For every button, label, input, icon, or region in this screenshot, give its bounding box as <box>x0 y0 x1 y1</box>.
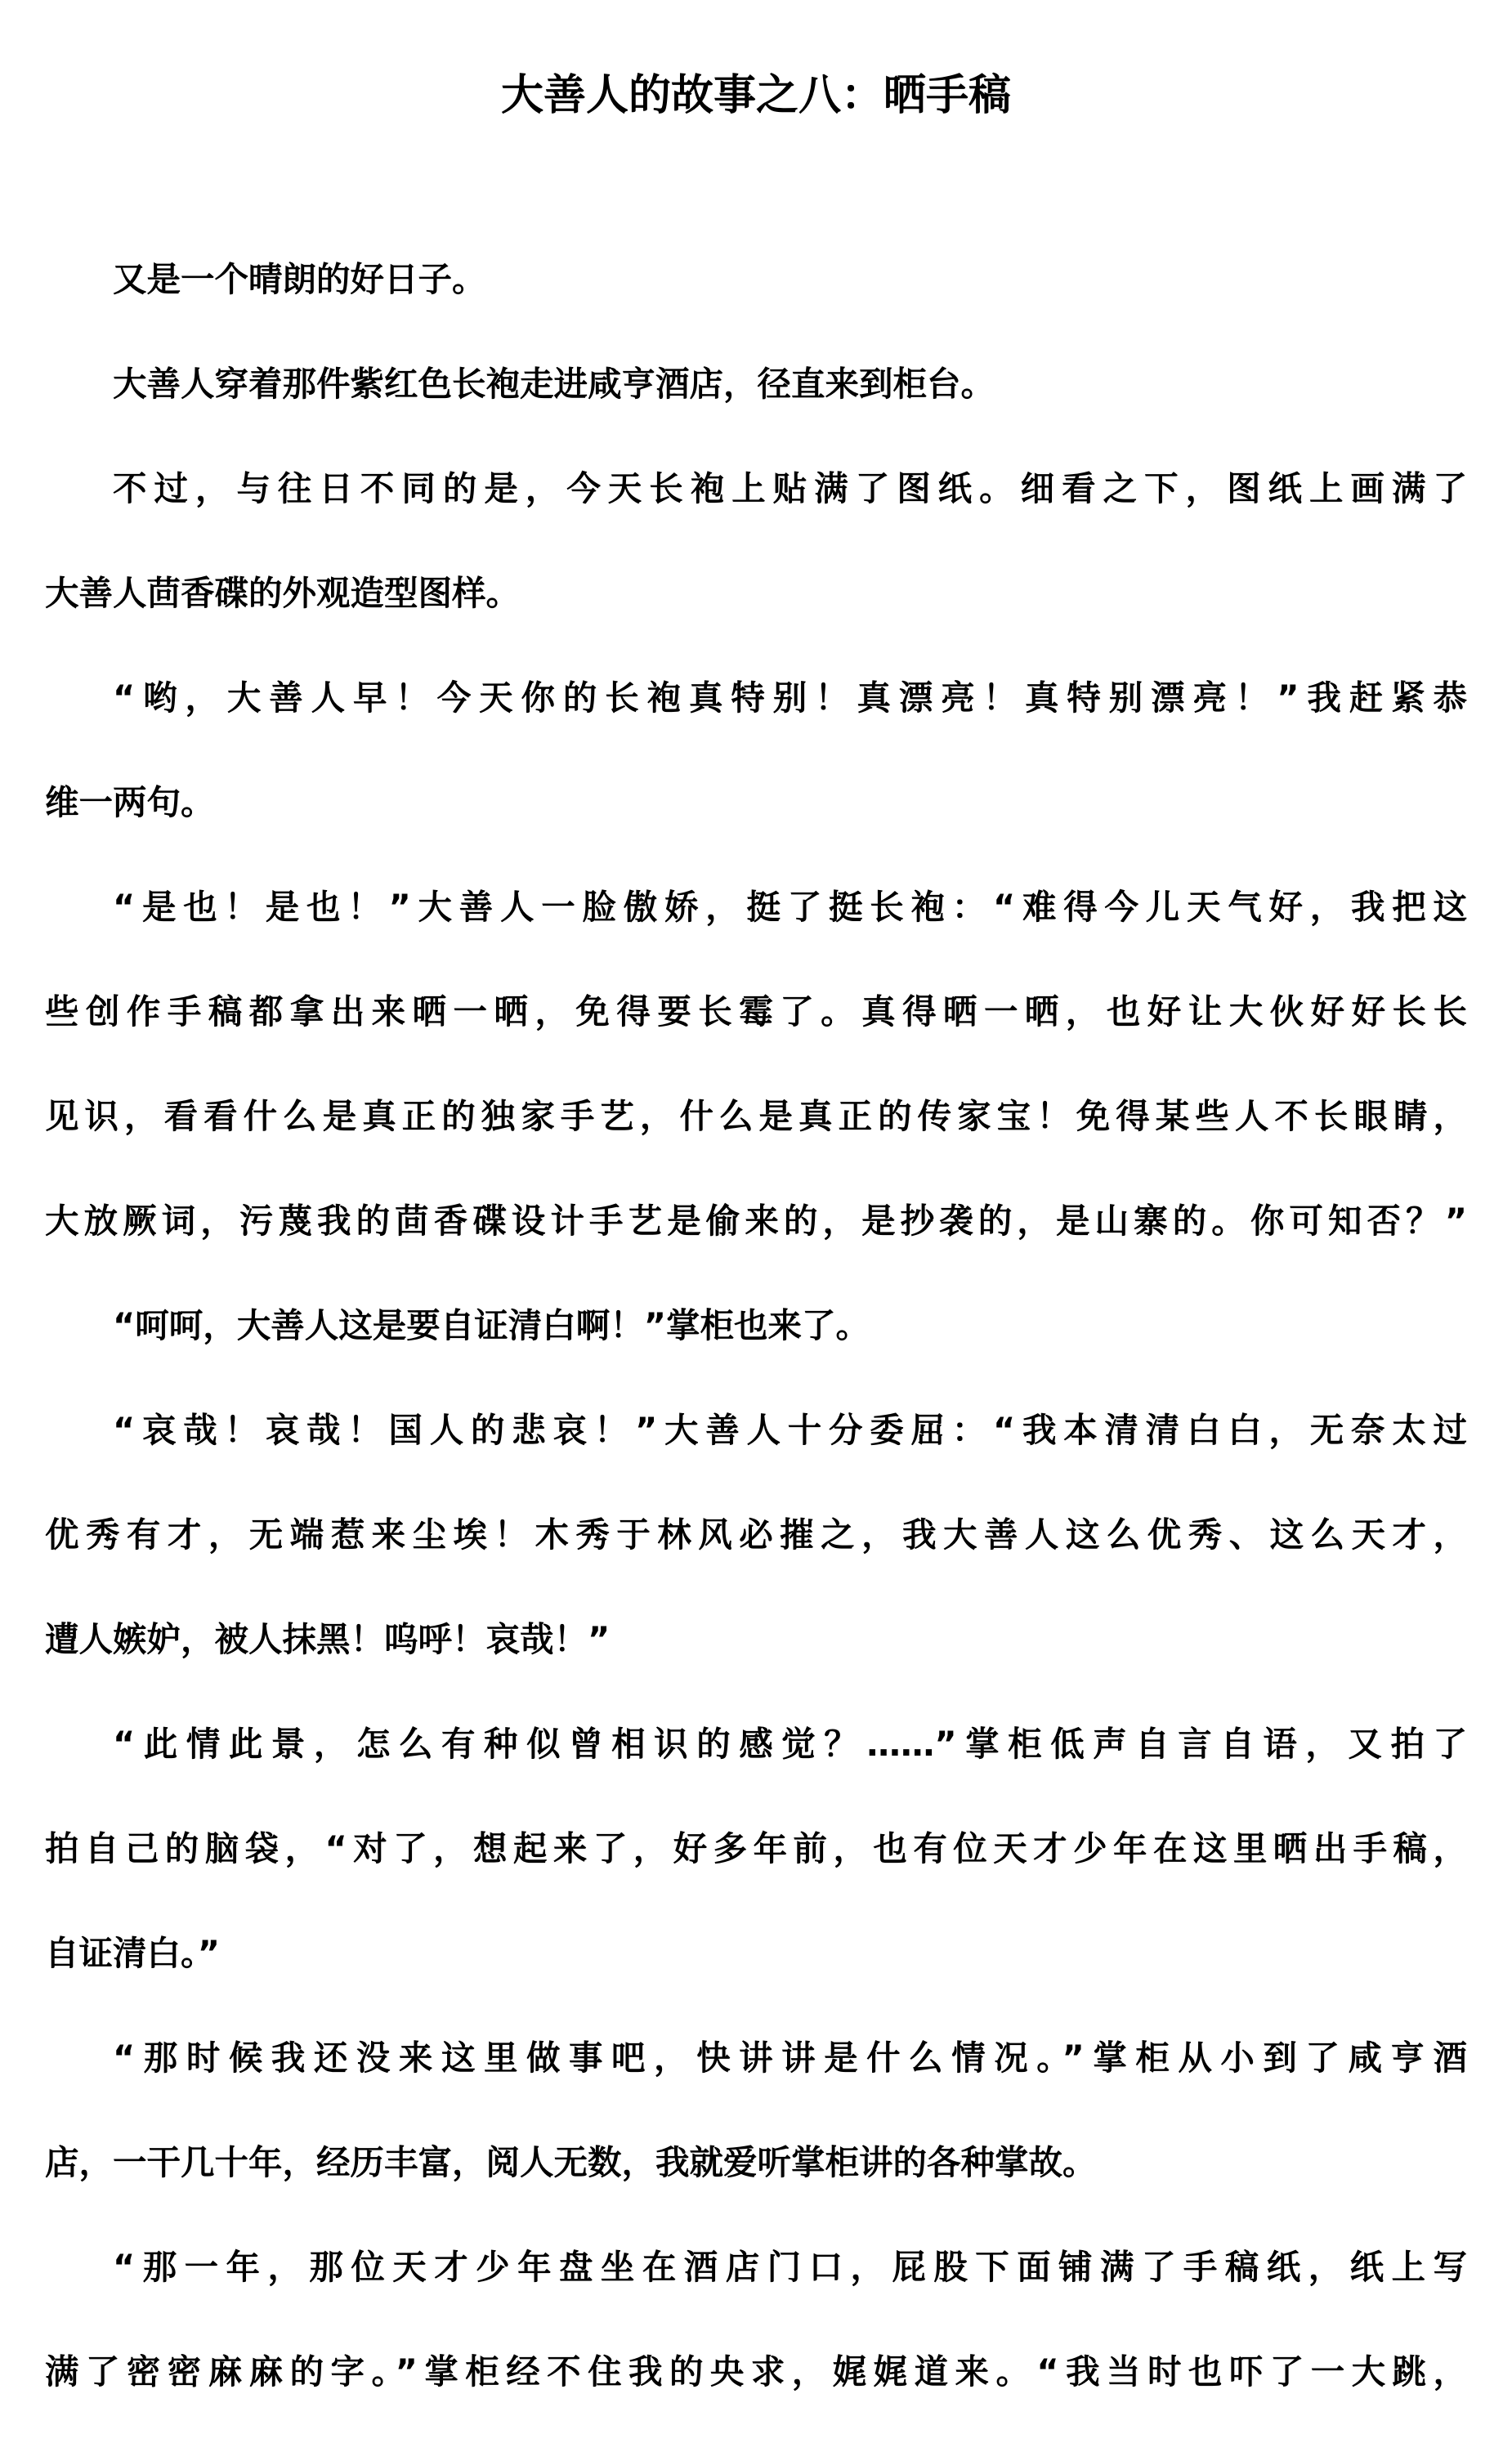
paragraph-line: 见识，看看什么是真正的独家手艺，什么是真正的传家宝！免得某些人不长眼睛， <box>45 1096 1467 1136</box>
paragraph-line: 大放厥词，污蔑我的茴香碟设计手艺是偷来的，是抄袭的，是山寨的。你可知否？” <box>45 1201 1467 1241</box>
paragraph-line: “呵呵，大善人这是要自证清白啊！”掌柜也来了。 <box>113 1305 870 1345</box>
paragraph-line: “此情此景，怎么有种似曾相识的感觉？……”掌柜低声自言自语，又拍了 <box>113 1724 1467 1764</box>
paragraph-6 <box>45 1273 1467 1378</box>
paragraph-line: “那时候我还没来这里做事吧，快讲讲是什么情况。”掌柜从小到了咸亨酒 <box>113 2038 1467 2078</box>
paragraph-line: “哟，大善人早！今天你的长袍真特别！真漂亮！真特别漂亮！”我赶紧恭 <box>113 678 1467 718</box>
paragraph-line: 又是一个晴朗的好日子。 <box>113 259 486 299</box>
paragraph-line: 店，一干几十年，经历丰富，阅人无数，我就爱听掌柜讲的各种掌故。 <box>45 2142 1097 2182</box>
paragraph-line: “是也！是也！”大善人一脸傲娇，挺了挺长袍：“难得今儿天气好，我把这 <box>113 887 1467 927</box>
paragraph-10 <box>45 2215 1467 2424</box>
paragraph-line: “那一年，那位天才少年盘坐在酒店门口，屁股下面铺满了手稿纸，纸上写 <box>113 2247 1467 2287</box>
paragraph-1 <box>45 227 1467 332</box>
paragraph-line: 些创作手稿都拿出来晒一晒，免得要长霉了。真得晒一晒，也好让大伙好好长长 <box>45 991 1467 1031</box>
paragraph-7 <box>45 1378 1467 1692</box>
paragraph-9 <box>45 2006 1467 2215</box>
paragraph-line: “哀哉！哀哉！国人的悲哀！”大善人十分委屈：“我本清清白白，无奈太过 <box>113 1410 1467 1450</box>
document-body <box>45 227 1467 2424</box>
paragraph-3 <box>45 436 1467 646</box>
paragraph-line: 优秀有才，无端惹来尘埃！木秀于林风必摧之，我大善人这么优秀、这么天才， <box>45 1515 1467 1555</box>
paragraph-8 <box>45 1692 1467 2006</box>
paragraph-line: 大善人茴香碟的外观造型图样。 <box>45 573 521 613</box>
paragraph-5 <box>45 855 1467 1273</box>
paragraph-2 <box>45 332 1467 436</box>
paragraph-line: 大善人穿着那件紫红色长袍走进咸亨酒店，径直来到柜台。 <box>113 364 995 404</box>
paragraph-line: 拍自己的脑袋，“对了，想起来了，好多年前，也有位天才少年在这里晒出手稿， <box>45 1828 1467 1868</box>
paragraph-line: 遭人嫉妒，被人抹黑！呜呼！哀哉！” <box>45 1619 611 1659</box>
paragraph-4 <box>45 646 1467 855</box>
paragraph-line: 维一两句。 <box>45 782 215 822</box>
paragraph-line: 满了密密麻麻的字。”掌柜经不住我的央求，娓娓道来。“我当时也吓了一大跳， <box>45 2351 1467 2392</box>
document-title: 大善人的故事之八：晒手稿 <box>500 71 1011 120</box>
paragraph-line: 不过，与往日不同的是，今天长袍上贴满了图纸。细看之下，图纸上画满了 <box>113 468 1467 508</box>
paragraph-line: 自证清白。” <box>45 1933 221 1973</box>
